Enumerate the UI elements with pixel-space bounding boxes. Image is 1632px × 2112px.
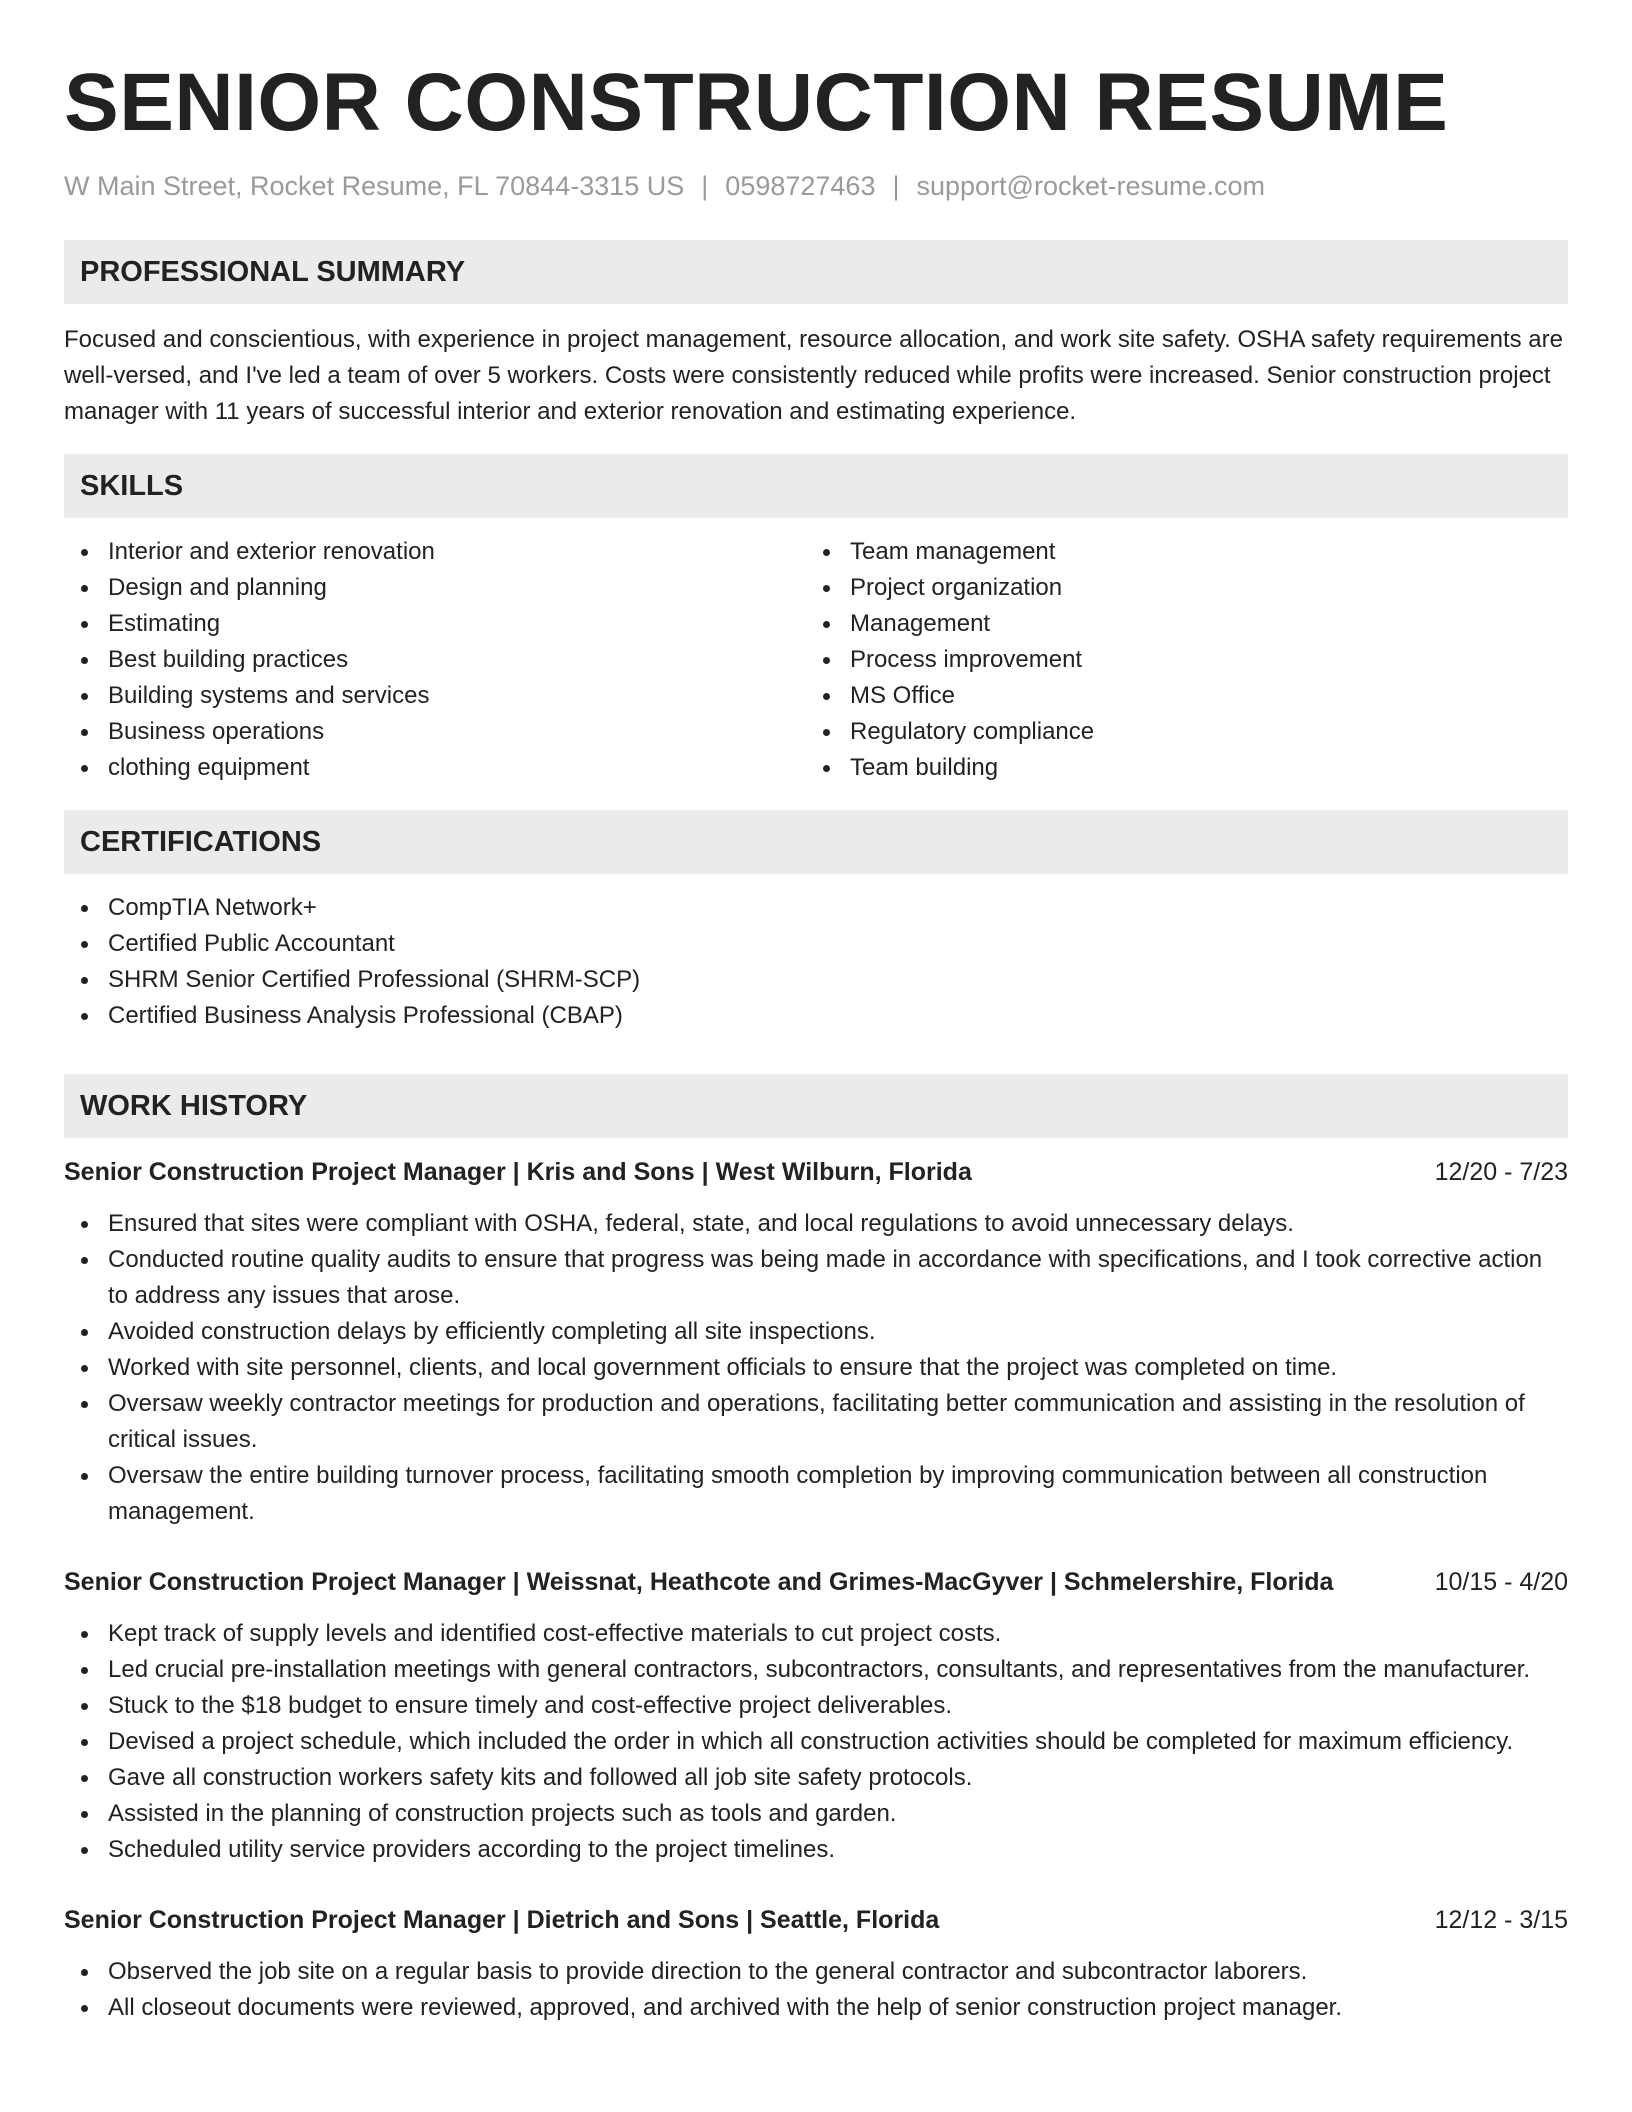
job-bullet: Worked with site personnel, clients, and local government officials to ensure that the project was completed on time.	[64, 1350, 1568, 1386]
skill-item: Project organization	[806, 570, 1548, 606]
skill-item: Estimating	[64, 606, 806, 642]
job-entry	[64, 1902, 1568, 2026]
skill-item: MS Office	[806, 678, 1548, 714]
job-bullet: All closeout documents were reviewed, approved, and archived with the help of senior construction project manager.	[64, 1990, 1568, 2026]
job-entry	[64, 1154, 1568, 1530]
job-bullet: Avoided construction delays by efficiently completing all site inspections.	[64, 1314, 1568, 1350]
contact-address: W Main Street, Rocket Resume, FL 70844-3315 US	[64, 171, 685, 201]
job-bullet: Devised a project schedule, which included the order in which all construction activities should be completed for maximum efficiency.	[64, 1724, 1568, 1760]
job-header	[64, 1564, 1568, 1600]
resume-title: SENIOR CONSTRUCTION RESUME	[64, 57, 1449, 148]
skill-item: Building systems and services	[64, 678, 806, 714]
work-history-list	[64, 1154, 1568, 2026]
job-bullets	[64, 1954, 1568, 2026]
certification-item: SHRM Senior Certified Professional (SHRM-SCP)	[64, 962, 1568, 998]
job-bullet: Stuck to the $18 budget to ensure timely and cost-effective project deliverables.	[64, 1688, 1568, 1724]
summary-text: Focused and conscientious, with experience in project management, resource allocation, and work site safety. OSHA safety requirements are well-versed, and I've led a team of over 5 workers. Costs were consistently reduced while profits were increased. Senior construction project manager with 11 years of successful interior and exterior renovation and estimating experience.	[64, 326, 1563, 425]
section-heading-work-history: WORK HISTORY	[64, 1074, 1568, 1138]
section-heading-certifications: CERTIFICATIONS	[64, 810, 1568, 874]
contact-email: support@rocket-resume.com	[916, 171, 1266, 201]
job-title: Senior Construction Project Manager | Dietrich and Sons | Seattle, Florida	[64, 1906, 940, 1934]
job-bullet: Observed the job site on a regular basis to provide direction to the general contractor and subcontractor laborers.	[64, 1954, 1568, 1990]
job-bullet: Kept track of supply levels and identified cost-effective materials to cut project costs.	[64, 1616, 1568, 1652]
contact-line	[64, 168, 1568, 204]
skill-item: Design and planning	[64, 570, 806, 606]
skill-item: Process improvement	[806, 642, 1548, 678]
skill-item: Interior and exterior renovation	[64, 534, 806, 570]
skill-item: Business operations	[64, 714, 806, 750]
section-heading-skills: SKILLS	[64, 454, 1568, 518]
job-bullet: Gave all construction workers safety kits and followed all job site safety protocols.	[64, 1760, 1568, 1796]
skill-item: clothing equipment	[64, 750, 806, 786]
job-bullet: Led crucial pre-installation meetings with general contractors, subcontractors, consultants, and representatives from the manufacturer.	[64, 1652, 1568, 1688]
job-bullet: Scheduled utility service providers according to the project timelines.	[64, 1832, 1568, 1868]
skills-list-right	[806, 534, 1548, 786]
contact-separator: |	[701, 171, 709, 201]
job-header	[64, 1902, 1568, 1938]
skills-grid	[64, 534, 1568, 786]
job-title: Senior Construction Project Manager | Weissnat, Heathcote and Grimes-MacGyver | Schmelershire, Florida	[64, 1568, 1334, 1596]
job-bullets	[64, 1206, 1568, 1530]
contact-separator: |	[892, 171, 900, 201]
job-bullet: Oversaw weekly contractor meetings for production and operations, facilitating better communication and assisting in the resolution of critical issues.	[64, 1386, 1568, 1458]
skill-item: Best building practices	[64, 642, 806, 678]
job-bullet: Oversaw the entire building turnover process, facilitating smooth completion by improving communication between all construction management.	[64, 1458, 1568, 1530]
job-dates: 12/12 - 3/15	[1434, 1906, 1568, 1934]
job-bullet: Assisted in the planning of construction projects such as tools and garden.	[64, 1796, 1568, 1832]
certifications-list	[64, 890, 1568, 1034]
skill-item: Regulatory compliance	[806, 714, 1548, 750]
skills-list-left	[64, 534, 806, 786]
skill-item: Management	[806, 606, 1548, 642]
job-title: Senior Construction Project Manager | Kris and Sons | West Wilburn, Florida	[64, 1158, 972, 1186]
job-bullet: Ensured that sites were compliant with OSHA, federal, state, and local regulations to avoid unnecessary delays.	[64, 1206, 1568, 1242]
certification-item: Certified Business Analysis Professional (CBAP)	[64, 998, 1568, 1034]
resume-page	[64, 0, 1568, 2026]
job-entry	[64, 1564, 1568, 1868]
job-bullet: Conducted routine quality audits to ensure that progress was being made in accordance with specifications, and I took corrective action to address any issues that arose.	[64, 1242, 1568, 1314]
skill-item: Team management	[806, 534, 1548, 570]
contact-phone: 0598727463	[725, 171, 876, 201]
job-bullets	[64, 1616, 1568, 1868]
job-header	[64, 1154, 1568, 1190]
job-dates: 10/15 - 4/20	[1434, 1568, 1568, 1596]
certification-item: CompTIA Network+	[64, 890, 1568, 926]
section-heading-summary: PROFESSIONAL SUMMARY	[64, 240, 1568, 304]
certification-item: Certified Public Accountant	[64, 926, 1568, 962]
job-dates: 12/20 - 7/23	[1434, 1158, 1568, 1186]
skill-item: Team building	[806, 750, 1548, 786]
